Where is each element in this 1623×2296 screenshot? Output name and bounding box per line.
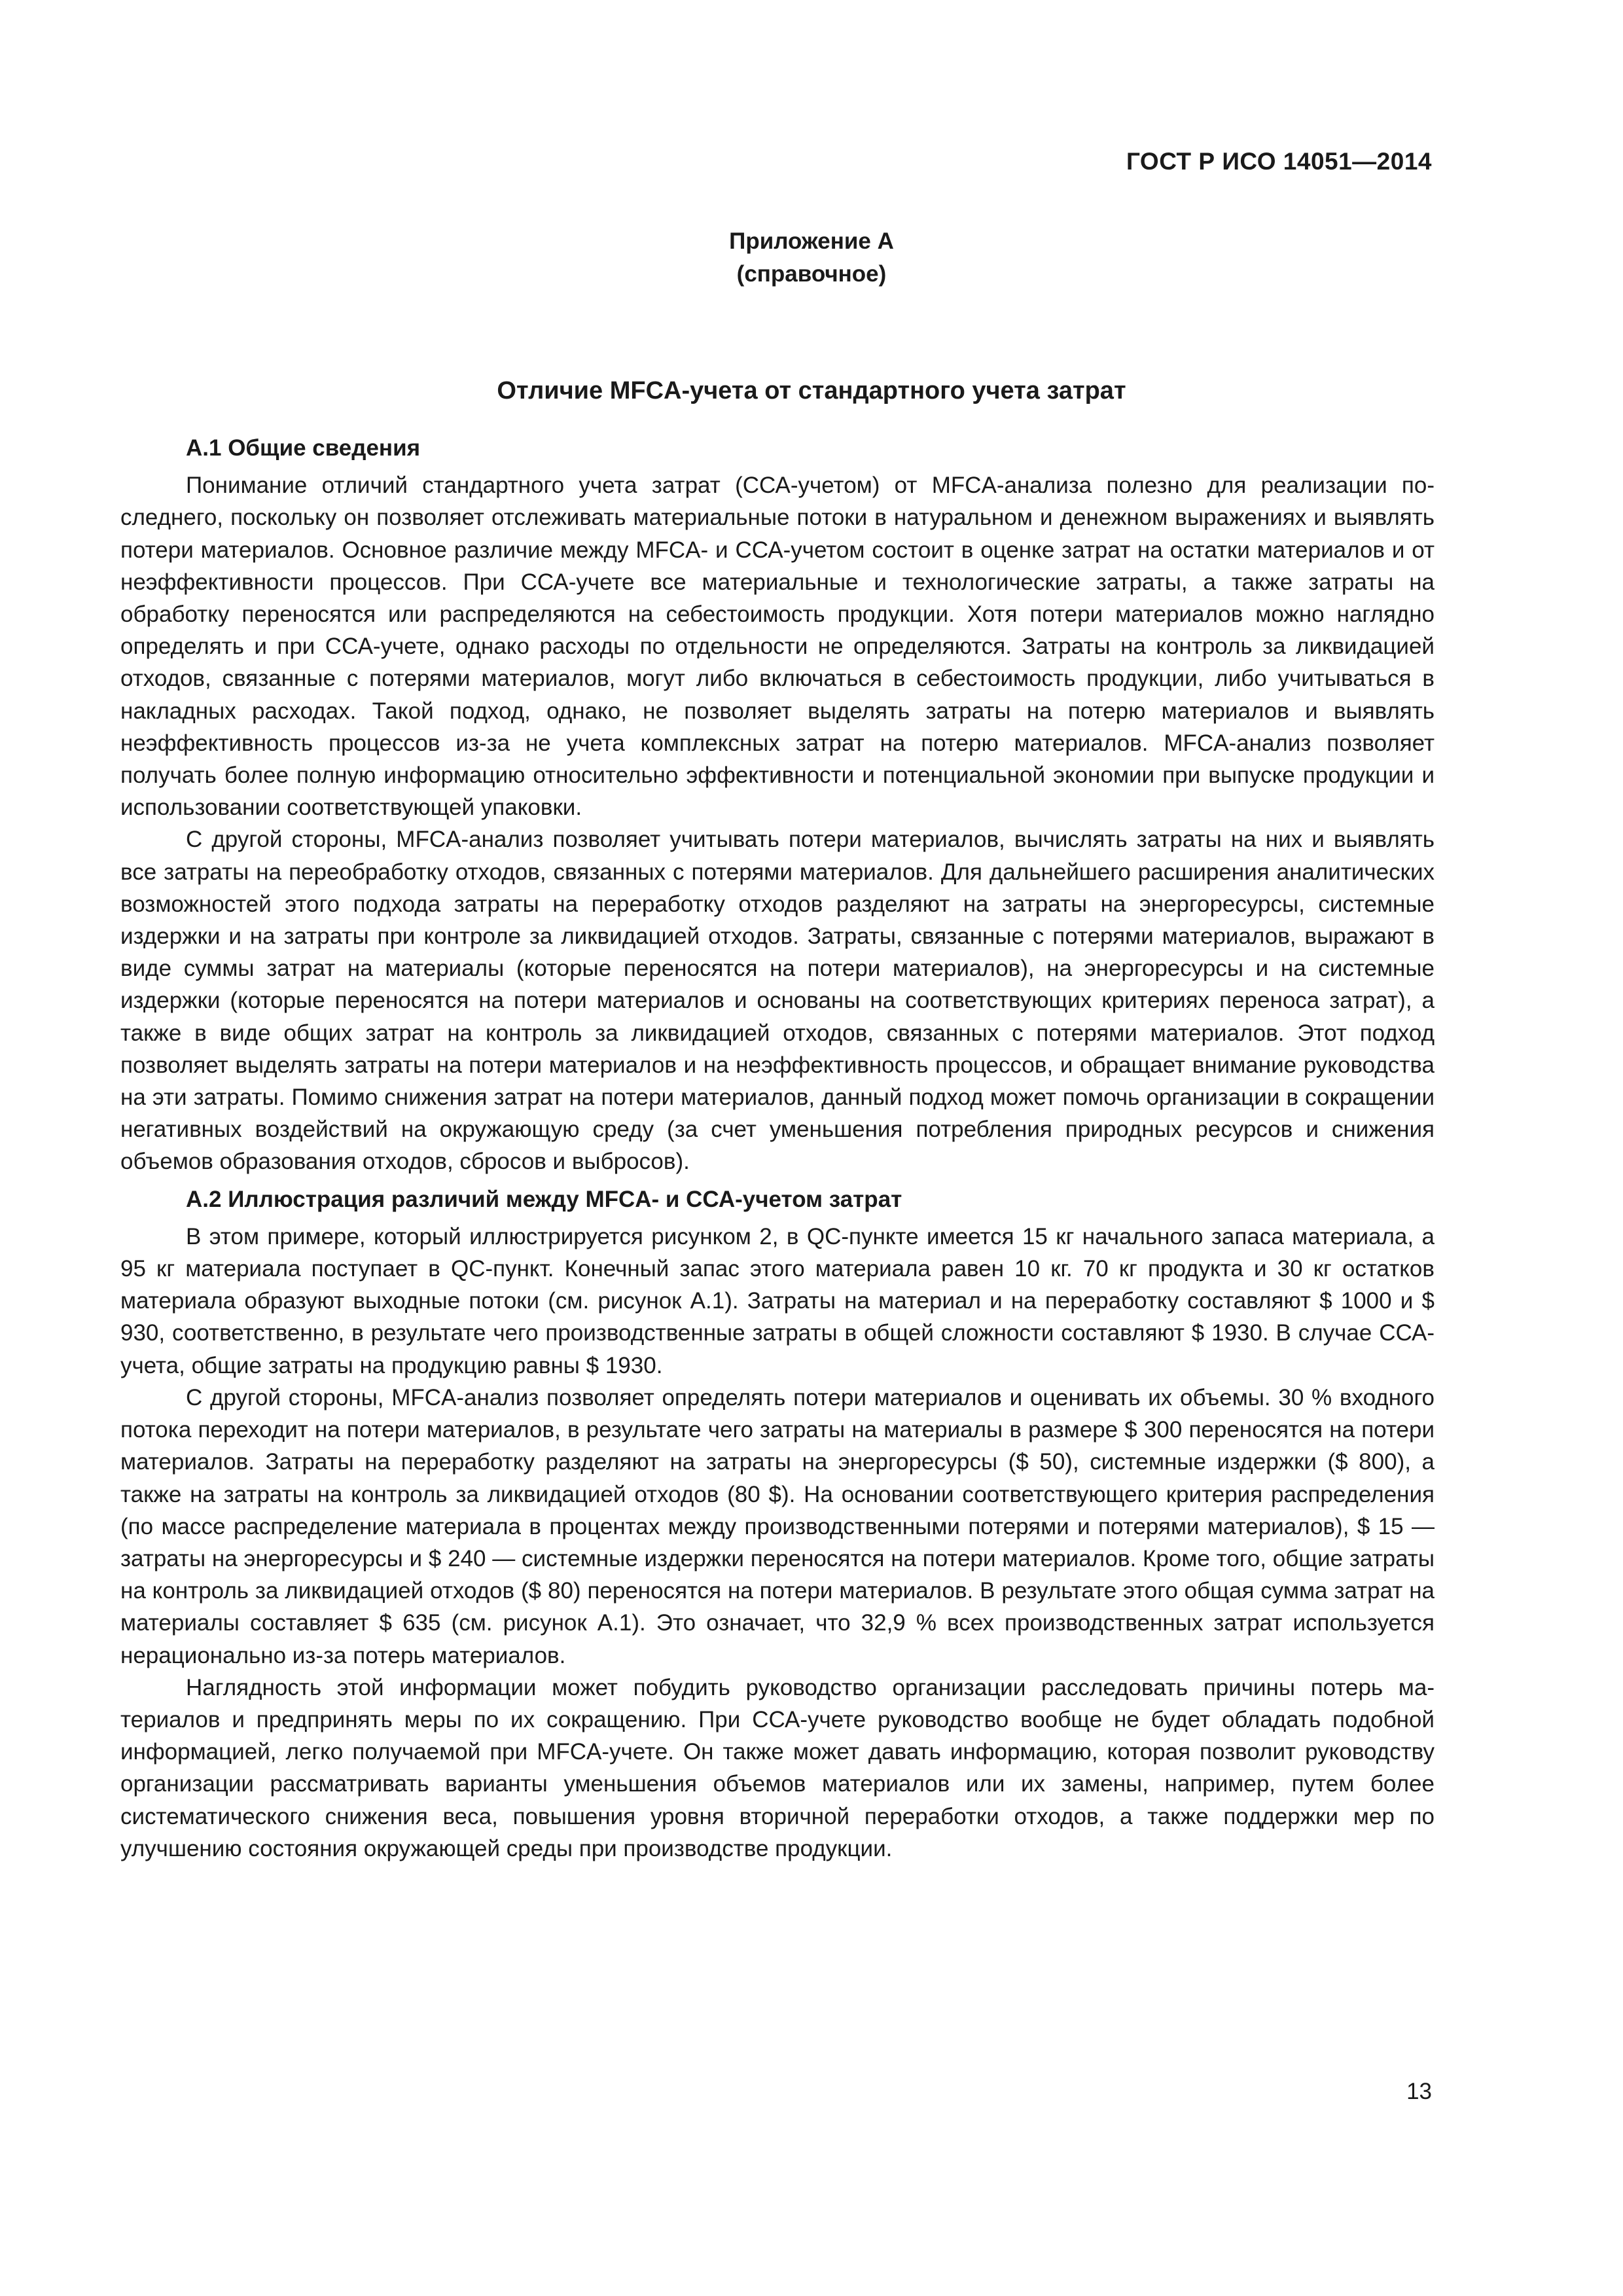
- paragraph: Понимание отличий стандартного учета затрат (ССА-учетом) от MFCA-анализа полезно для реализации последнего, поскольку он позволяет отслеживать материальные потоки в натуральном и денежном выражениях и выявлять потери материалов. Основное различие между MFCA- и ССА-учетом состоит в оценке затрат на остатки материалов и от неэффективности процессов. При ССА-учете все материальные и технологические затраты, а также затраты на обработку переносятся или распределяются на себестоимость продукции. Хотя потери материалов можно наглядно определять и при ССА-учете, однако расходы по отдельности не определяются. Затраты на контроль за ликвидацией отходов, связанные с потерями материалов, могут либо включаться в себестоимость продукции, либо учитываться в накладных расходах. Такой подход, однако, не позволяет выделять затраты на потерю материалов и выявлять неэффективность процессов из-за не учета комплексных затрат на потерю материалов. MFCA-анализ позволяет получать более полную информацию относительно эффективности и потенциальной экономии при выпуске продукции и использовании соответствующей упаковки.: [120, 473, 1435, 821]
- paragraph: С другой стороны, MFCA-анализ позволяет определять потери материалов и оценивать их объемы. 30 % входного потока переходит на потери материалов, в результате чего затраты на материалы в размере $ 300 переносятся на потери материалов. Затраты на переработку разделяют на затраты на энергоресурсы ($ 50), системные издержки ($ 800), а также на затраты на контроль за ликвидацией отходов (80 $). На основании соответствующего критерия распределения (по массе распределение материала в процентах между производственными потерями и потерями материалов), $ 15 — затраты на энергоресурсы и $ 240 — системные издержки переносятся на потери материалов. Кроме того, общие затраты на контроль за ликвидацией отходов ($ 80) переносятся на потери материалов. В результате этого общая сумма затрат на материалы составляет $ 635 (см. рисунок А.1). Это означает, что 32,9 % всех производственных затрат используется нерационально из-за потерь материалов.: [120, 1384, 1435, 1668]
- main-title: Отличие MFCA-учета от стандартного учета затрат: [497, 377, 1126, 404]
- section-heading-a2: А.2 Иллюстрация различий между MFCA- и ССА-учетом затрат: [186, 1186, 902, 1212]
- document-body: [120, 432, 1435, 1865]
- appendix-heading: [0, 225, 1623, 291]
- section-heading-a1: А.1 Общие сведения: [186, 435, 421, 461]
- page-number: 13: [1406, 2079, 1432, 2104]
- appendix-title: Приложение А: [729, 228, 894, 254]
- document-code: ГОСТ Р ИСО 14051—2014: [1126, 148, 1432, 175]
- paragraph: Наглядность этой информации может побудить руководство организации расследовать причины потерь материалов и предпринять меры по их сокращению. При ССА-учете руководство вообще не будет обладать подобной информацией, легко получаемой при MFCA-учете. Он также может давать информацию, которая позволит руководству организации рассматривать варианты уменьшения объемов материалов или их замены, например, путем более систематического снижения веса, повышения уровня вторичной переработки отходов, а также поддержки мер по улучшению состояния окружающей среды при производстве продукции.: [120, 1674, 1435, 1861]
- appendix-subtitle: (справочное): [736, 261, 887, 287]
- paragraph: В этом примере, который иллюстрируется рисунком 2, в QC-пункте имеется 15 кг начального запаса материала, а 95 кг материала поступает в QC-пункт. Конечный запас этого материала равен 10 кг. 70 кг продукта и 30 кг остатков материала образуют выходные потоки (см. рисунок А.1). Затраты на материал и на переработку составляют $ 1000 и $ 930, соответственно, в результате чего производственные затраты в общей сложности составляют $ 1930. В случае ССА-учета, общие затраты на продукцию равны $ 1930.: [120, 1223, 1435, 1378]
- paragraph: С другой стороны, MFCA-анализ позволяет учитывать потери материалов, вычислять затраты на них и выявлять все затраты на переобработку отходов, связанных с потерями материалов. Для дальнейшего расширения аналитических возможностей этого подхода затраты на переработку отходов разделяют на затраты на энергоресурсы, системные издержки и на затраты при контроле за ликвидацией отходов. Затраты, связанные с потерями материалов, выражают в виде суммы затрат на материалы (которые переносятся на потери материалов), на энергоресурсы и на системные издержки (которые переносятся на потери материалов и основаны на соответствующих критериях переноса затрат), а также в виде общих затрат на контроль за ликвидацией отходов, связанных с потерями материалов. Этот подход позволяет выделять затраты на потери материалов и на неэффективность процессов, и обращает внимание руководства на эти затраты. Помимо снижения затрат на потери материалов, данный подход может помочь организации в сокращении негативных воздействий на окружающую среду (за счет уменьшения потребления природных ресурсов и снижения объемов образования отходов, сбросов и выбросов).: [120, 827, 1435, 1175]
